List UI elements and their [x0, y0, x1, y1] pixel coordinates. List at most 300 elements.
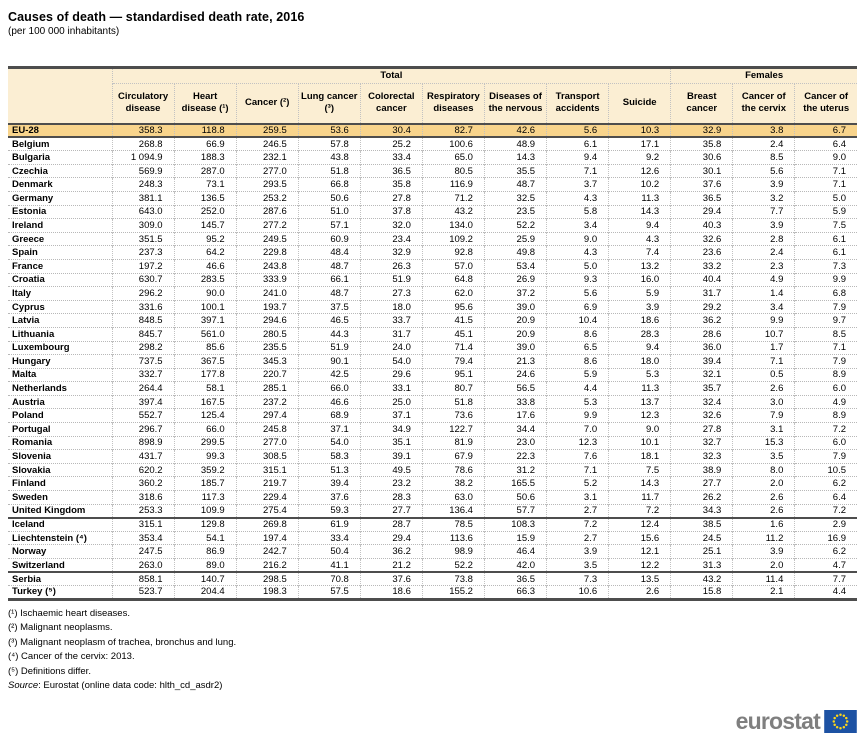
data-cell: 167.5 — [174, 395, 236, 409]
data-cell: 90.1 — [298, 355, 360, 369]
data-cell: 2.6 — [733, 504, 795, 518]
row-label: Bulgaria — [8, 151, 112, 165]
data-cell: 5.0 — [795, 191, 857, 205]
data-cell: 297.4 — [236, 409, 298, 423]
data-cell: 51.8 — [422, 395, 484, 409]
row-label: Ireland — [8, 219, 112, 233]
data-cell: 38.5 — [671, 518, 733, 532]
data-cell: 5.2 — [547, 477, 609, 491]
data-cell: 28.3 — [609, 327, 671, 341]
data-cell: 630.7 — [112, 273, 174, 287]
data-cell: 229.4 — [236, 491, 298, 505]
data-cell: 7.6 — [547, 450, 609, 464]
data-cell: 229.8 — [236, 246, 298, 260]
data-cell: 177.8 — [174, 368, 236, 382]
data-cell: 18.6 — [609, 314, 671, 328]
data-cell: 193.7 — [236, 300, 298, 314]
data-cell: 9.0 — [547, 232, 609, 246]
data-cell: 24.0 — [360, 341, 422, 355]
data-cell: 277.2 — [236, 219, 298, 233]
table-row — [8, 341, 857, 355]
data-cell: 4.9 — [795, 395, 857, 409]
data-cell: 10.6 — [547, 586, 609, 600]
data-cell: 12.3 — [609, 409, 671, 423]
data-cell: 3.5 — [547, 559, 609, 573]
data-cell: 95.6 — [422, 300, 484, 314]
data-cell: 32.6 — [671, 409, 733, 423]
data-cell: 5.3 — [547, 395, 609, 409]
data-cell: 8.5 — [795, 327, 857, 341]
data-cell: 79.4 — [422, 355, 484, 369]
data-cell: 22.3 — [484, 450, 546, 464]
data-cell: 7.5 — [609, 463, 671, 477]
data-cell: 33.1 — [360, 382, 422, 396]
data-cell: 6.1 — [547, 137, 609, 151]
column-group-total: Total — [112, 68, 671, 84]
data-cell: 4.3 — [609, 232, 671, 246]
data-cell: 36.0 — [671, 341, 733, 355]
data-cell: 30.4 — [360, 124, 422, 138]
page-subtitle: (per 100 000 inhabitants) — [8, 26, 120, 37]
data-cell: 569.9 — [112, 164, 174, 178]
data-cell: 73.6 — [422, 409, 484, 423]
data-cell: 54.0 — [360, 355, 422, 369]
table-row — [8, 124, 857, 138]
data-cell: 6.1 — [795, 246, 857, 260]
data-cell: 381.1 — [112, 191, 174, 205]
data-cell: 100.1 — [174, 300, 236, 314]
data-cell: 263.0 — [112, 559, 174, 573]
data-cell: 3.4 — [547, 219, 609, 233]
data-cell: 31.7 — [360, 327, 422, 341]
row-label: Czechia — [8, 164, 112, 178]
data-cell: 5.9 — [795, 205, 857, 219]
data-cell: 82.7 — [422, 124, 484, 138]
data-cell: 24.5 — [671, 531, 733, 545]
data-cell: 89.0 — [174, 559, 236, 573]
data-cell: 6.4 — [795, 137, 857, 151]
data-cell: 8.9 — [795, 409, 857, 423]
data-cell: 40.3 — [671, 219, 733, 233]
data-cell: 43.2 — [422, 205, 484, 219]
data-cell: 259.5 — [236, 124, 298, 138]
data-cell: 48.9 — [484, 137, 546, 151]
data-cell: 145.7 — [174, 219, 236, 233]
data-cell: 51.9 — [298, 341, 360, 355]
data-cell: 11.7 — [609, 491, 671, 505]
data-cell: 32.0 — [360, 219, 422, 233]
data-cell: 242.7 — [236, 545, 298, 559]
data-cell: 30.1 — [671, 164, 733, 178]
data-cell: 9.9 — [795, 273, 857, 287]
table-row — [8, 409, 857, 423]
data-cell: 27.7 — [360, 504, 422, 518]
data-cell: 78.5 — [422, 518, 484, 532]
data-cell: 245.8 — [236, 423, 298, 437]
data-cell: 8.0 — [733, 463, 795, 477]
data-cell: 308.5 — [236, 450, 298, 464]
row-label: Austria — [8, 395, 112, 409]
data-cell: 51.8 — [298, 164, 360, 178]
row-label: Norway — [8, 545, 112, 559]
data-cell: 46.6 — [298, 395, 360, 409]
data-cell: 309.0 — [112, 219, 174, 233]
data-cell: 48.7 — [298, 287, 360, 301]
death-rate-table — [8, 66, 857, 601]
table-row — [8, 545, 857, 559]
data-cell: 42.5 — [298, 368, 360, 382]
data-cell: 29.2 — [671, 300, 733, 314]
data-cell: 39.0 — [484, 341, 546, 355]
data-cell: 264.4 — [112, 382, 174, 396]
data-cell: 9.9 — [547, 409, 609, 423]
data-cell: 25.9 — [484, 232, 546, 246]
data-cell: 197.4 — [236, 531, 298, 545]
row-label: Poland — [8, 409, 112, 423]
data-cell: 25.2 — [360, 137, 422, 151]
data-cell: 275.4 — [236, 504, 298, 518]
source-line — [8, 679, 236, 693]
data-cell: 6.7 — [795, 124, 857, 138]
data-cell: 41.5 — [422, 314, 484, 328]
data-cell: 48.7 — [484, 178, 546, 192]
table-row — [8, 178, 857, 192]
data-cell: 858.1 — [112, 572, 174, 586]
data-cell: 52.2 — [484, 219, 546, 233]
data-cell: 1.7 — [733, 341, 795, 355]
data-cell: 11.4 — [733, 572, 795, 586]
footnote-3: (³) Malignant neoplasm of trachea, bronchus and lung. — [8, 636, 237, 648]
row-label: Serbia — [8, 572, 112, 586]
data-cell: 73.8 — [422, 572, 484, 586]
column-header: Heart disease (¹) — [174, 84, 236, 124]
data-cell: 3.9 — [733, 178, 795, 192]
data-cell: 37.8 — [360, 205, 422, 219]
data-cell: 49.5 — [360, 463, 422, 477]
data-cell: 235.5 — [236, 341, 298, 355]
data-cell: 188.3 — [174, 151, 236, 165]
data-cell: 36.2 — [671, 314, 733, 328]
data-cell: 31.2 — [484, 463, 546, 477]
data-cell: 7.9 — [733, 409, 795, 423]
data-cell: 7.5 — [795, 219, 857, 233]
data-cell: 6.1 — [795, 232, 857, 246]
data-cell: 2.7 — [547, 531, 609, 545]
data-cell: 108.3 — [484, 518, 546, 532]
data-cell: 51.3 — [298, 463, 360, 477]
data-cell: 11.3 — [609, 382, 671, 396]
row-label: Germany — [8, 191, 112, 205]
row-label: Belgium — [8, 137, 112, 151]
data-cell: 4.9 — [733, 273, 795, 287]
data-cell: 35.8 — [671, 137, 733, 151]
row-label: Hungary — [8, 355, 112, 369]
data-cell: 35.5 — [484, 164, 546, 178]
table-row — [8, 273, 857, 287]
row-label: Lithuania — [8, 327, 112, 341]
data-cell: 5.9 — [547, 368, 609, 382]
data-cell: 34.9 — [360, 423, 422, 437]
data-cell: 7.9 — [795, 355, 857, 369]
data-cell: 64.2 — [174, 246, 236, 260]
data-cell: 15.3 — [733, 436, 795, 450]
data-cell: 37.2 — [484, 287, 546, 301]
data-cell: 12.6 — [609, 164, 671, 178]
row-label: France — [8, 259, 112, 273]
data-cell: 237.2 — [236, 395, 298, 409]
data-cell: 53.4 — [484, 259, 546, 273]
data-cell: 116.9 — [422, 178, 484, 192]
row-label: Slovakia — [8, 463, 112, 477]
data-cell: 73.1 — [174, 178, 236, 192]
data-cell: 247.5 — [112, 545, 174, 559]
data-cell: 269.8 — [236, 518, 298, 532]
data-cell: 85.6 — [174, 341, 236, 355]
table-row — [8, 450, 857, 464]
table-row — [8, 559, 857, 573]
data-cell: 9.4 — [609, 341, 671, 355]
data-cell: 216.2 — [236, 559, 298, 573]
data-cell: 5.6 — [733, 164, 795, 178]
footnote-1: (¹) Ischaemic heart diseases. — [8, 608, 130, 619]
data-cell: 51.0 — [298, 205, 360, 219]
data-cell: 7.2 — [547, 518, 609, 532]
row-label: Liechtenstein (⁴) — [8, 531, 112, 545]
data-cell: 1.4 — [733, 287, 795, 301]
data-cell: 3.9 — [733, 545, 795, 559]
data-cell: 6.2 — [795, 477, 857, 491]
data-cell: 4.4 — [547, 382, 609, 396]
data-cell: 66.1 — [298, 273, 360, 287]
data-cell: 100.6 — [422, 137, 484, 151]
row-label: Sweden — [8, 491, 112, 505]
data-cell: 197.2 — [112, 259, 174, 273]
data-cell: 37.6 — [360, 572, 422, 586]
data-cell: 7.9 — [795, 450, 857, 464]
row-label: Switzerland — [8, 559, 112, 573]
data-cell: 66.0 — [298, 382, 360, 396]
data-cell: 11.3 — [609, 191, 671, 205]
data-cell: 6.0 — [795, 436, 857, 450]
table-row — [8, 395, 857, 409]
data-cell: 360.2 — [112, 477, 174, 491]
data-cell: 65.0 — [422, 151, 484, 165]
data-cell: 3.1 — [547, 491, 609, 505]
footnote-5: (⁵) Definitions differ. — [8, 665, 91, 677]
data-cell: 34.3 — [671, 504, 733, 518]
table-row — [8, 477, 857, 491]
data-cell: 5.0 — [547, 259, 609, 273]
data-cell: 9.4 — [609, 219, 671, 233]
data-cell: 14.3 — [484, 151, 546, 165]
data-cell: 2.6 — [733, 382, 795, 396]
data-cell: 7.1 — [795, 178, 857, 192]
data-cell: 358.3 — [112, 124, 174, 138]
data-cell: 332.7 — [112, 368, 174, 382]
data-cell: 219.7 — [236, 477, 298, 491]
data-cell: 27.7 — [671, 477, 733, 491]
data-cell: 10.5 — [795, 463, 857, 477]
data-cell: 4.4 — [795, 586, 857, 600]
data-cell: 5.9 — [609, 287, 671, 301]
data-cell: 140.7 — [174, 572, 236, 586]
data-cell: 10.4 — [547, 314, 609, 328]
data-cell: 7.2 — [609, 504, 671, 518]
data-cell: 9.3 — [547, 273, 609, 287]
eurostat-logo — [736, 710, 857, 733]
data-cell: 57.7 — [484, 504, 546, 518]
data-cell: 23.0 — [484, 436, 546, 450]
data-cell: 2.1 — [733, 586, 795, 600]
data-cell: 29.4 — [360, 531, 422, 545]
data-cell: 359.2 — [174, 463, 236, 477]
data-cell: 118.8 — [174, 124, 236, 138]
data-cell: 13.7 — [609, 395, 671, 409]
data-cell: 268.8 — [112, 137, 174, 151]
table-row — [8, 463, 857, 477]
column-group-females: Females — [671, 68, 857, 84]
data-cell: 397.1 — [174, 314, 236, 328]
data-cell: 7.1 — [733, 355, 795, 369]
data-cell: 29.4 — [671, 205, 733, 219]
data-cell: 31.3 — [671, 559, 733, 573]
data-cell: 59.3 — [298, 504, 360, 518]
data-cell: 165.5 — [484, 477, 546, 491]
data-cell: 50.4 — [298, 545, 360, 559]
data-cell: 241.0 — [236, 287, 298, 301]
data-cell: 64.8 — [422, 273, 484, 287]
row-label: Portugal — [8, 423, 112, 437]
row-label: Cyprus — [8, 300, 112, 314]
data-cell: 57.0 — [422, 259, 484, 273]
data-cell: 80.5 — [422, 164, 484, 178]
data-cell: 32.5 — [484, 191, 546, 205]
data-cell: 54.1 — [174, 531, 236, 545]
data-cell: 277.0 — [236, 436, 298, 450]
table-row — [8, 259, 857, 273]
data-cell: 351.5 — [112, 232, 174, 246]
data-cell: 66.9 — [174, 137, 236, 151]
table-row — [8, 423, 857, 437]
data-cell: 1 094.9 — [112, 151, 174, 165]
data-cell: 17.1 — [609, 137, 671, 151]
data-cell: 26.9 — [484, 273, 546, 287]
data-cell: 8.5 — [733, 151, 795, 165]
data-cell: 0.5 — [733, 368, 795, 382]
data-cell: 3.8 — [733, 124, 795, 138]
data-cell: 431.7 — [112, 450, 174, 464]
data-cell: 53.6 — [298, 124, 360, 138]
data-cell: 43.8 — [298, 151, 360, 165]
data-cell: 30.6 — [671, 151, 733, 165]
column-header: Breast cancer — [671, 84, 733, 124]
row-label: Iceland — [8, 518, 112, 532]
data-cell: 12.3 — [547, 436, 609, 450]
data-cell: 318.6 — [112, 491, 174, 505]
data-cell: 39.0 — [484, 300, 546, 314]
row-label: Romania — [8, 436, 112, 450]
row-label: EU-28 — [8, 124, 112, 138]
data-cell: 32.9 — [360, 246, 422, 260]
table-row — [8, 368, 857, 382]
data-cell: 13.5 — [609, 572, 671, 586]
data-cell: 39.1 — [360, 450, 422, 464]
data-cell: 2.9 — [795, 518, 857, 532]
data-cell: 12.1 — [609, 545, 671, 559]
data-cell: 50.6 — [298, 191, 360, 205]
data-cell: 25.0 — [360, 395, 422, 409]
data-cell: 523.7 — [112, 586, 174, 600]
data-cell: 2.4 — [733, 137, 795, 151]
data-cell: 232.1 — [236, 151, 298, 165]
data-cell: 397.4 — [112, 395, 174, 409]
source-prefix: Source — [8, 680, 39, 692]
data-cell: 3.2 — [733, 191, 795, 205]
table-row — [8, 491, 857, 505]
data-cell: 3.9 — [547, 545, 609, 559]
data-cell: 48.7 — [298, 259, 360, 273]
data-cell: 32.3 — [671, 450, 733, 464]
data-cell: 29.6 — [360, 368, 422, 382]
data-cell: 45.1 — [422, 327, 484, 341]
data-cell: 237.3 — [112, 246, 174, 260]
data-cell: 10.7 — [733, 327, 795, 341]
data-cell: 248.3 — [112, 178, 174, 192]
data-cell: 2.0 — [733, 559, 795, 573]
data-cell: 9.7 — [795, 314, 857, 328]
data-cell: 315.1 — [112, 518, 174, 532]
data-cell: 36.2 — [360, 545, 422, 559]
data-cell: 3.9 — [609, 300, 671, 314]
data-cell: 3.4 — [733, 300, 795, 314]
column-header: Circulatory disease — [112, 84, 174, 124]
data-cell: 2.8 — [733, 232, 795, 246]
data-cell: 66.8 — [298, 178, 360, 192]
data-cell: 109.2 — [422, 232, 484, 246]
data-cell: 9.0 — [795, 151, 857, 165]
data-cell: 113.6 — [422, 531, 484, 545]
table-row — [8, 436, 857, 450]
data-cell: 2.6 — [609, 586, 671, 600]
data-cell: 737.5 — [112, 355, 174, 369]
data-cell: 49.8 — [484, 246, 546, 260]
data-cell: 9.2 — [609, 151, 671, 165]
data-cell: 7.1 — [795, 164, 857, 178]
page-title: Causes of death — standardised death rate, 2016 — [8, 10, 305, 24]
data-cell: 2.0 — [733, 477, 795, 491]
data-cell: 7.3 — [795, 259, 857, 273]
data-cell: 71.2 — [422, 191, 484, 205]
source-text: : Eurostat (online data code: hlth_cd_asdr2) — [38, 680, 223, 692]
data-cell: 6.0 — [795, 382, 857, 396]
table-row — [8, 191, 857, 205]
data-cell: 57.1 — [298, 219, 360, 233]
data-cell: 20.9 — [484, 327, 546, 341]
data-cell: 285.1 — [236, 382, 298, 396]
data-cell: 20.9 — [484, 314, 546, 328]
data-cell: 283.5 — [174, 273, 236, 287]
data-cell: 7.2 — [795, 423, 857, 437]
data-cell: 4.3 — [547, 246, 609, 260]
data-cell: 3.0 — [733, 395, 795, 409]
data-cell: 299.5 — [174, 436, 236, 450]
data-cell: 66.0 — [174, 423, 236, 437]
data-cell: 35.1 — [360, 436, 422, 450]
data-cell: 57.5 — [298, 586, 360, 600]
data-cell: 898.9 — [112, 436, 174, 450]
data-cell: 2.6 — [733, 491, 795, 505]
data-cell: 249.5 — [236, 232, 298, 246]
